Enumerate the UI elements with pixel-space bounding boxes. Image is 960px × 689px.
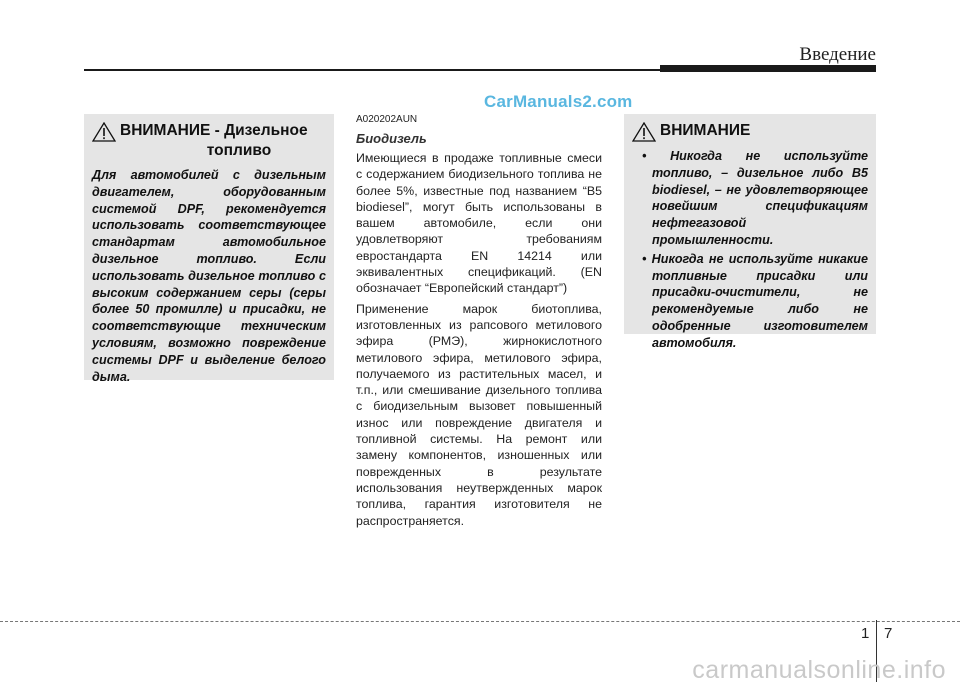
- biodiesel-title: Биодизель: [356, 131, 427, 146]
- diesel-warning-box: [84, 114, 334, 384]
- fuel-warning-title: ВНИМАНИЕ: [660, 122, 751, 139]
- watermark-bottom[interactable]: carmanualsonline.info: [692, 656, 946, 684]
- biodiesel-paragraph-1: Имеющиеся в продаже топливные смеси с содержанием биодизельного топлива не более 5%, известные под названием “B5 biodiesel”, могут быть использованы в вашем автомобиле, если они удовлетворяют требованиям евростандарта EN 14214 или эквивалентных спецификаций. (EN обозначает “Европейский стандарт”): [356, 151, 602, 296]
- fuel-warning-item: • Никогда не используйте никакие топливные присадки или присадки-очистители, не рекомендуемые либо не одобренные изготовителем автомобиля.: [642, 251, 868, 350]
- bottom-dashed-line: [0, 621, 960, 622]
- fuel-warning-box: [624, 114, 876, 350]
- biodiesel-section: [356, 114, 602, 529]
- header-rule-thick: [660, 65, 876, 72]
- diesel-warning-title: ВНИМАНИЕ - Дизельное: [120, 122, 308, 139]
- watermark-top[interactable]: CarManuals2.com: [484, 92, 633, 111]
- diesel-warning-body: Для автомобилей с дизельным двигателем, оборудованным системой DPF, рекомендуется использовать соответствующее стандартам автомобильное дизельное топливо. Если использовать дизельное топливо с высоким содержанием серы (серы более 50 промилле) и присадки, не соответствующие техническим условиям, возможно повреждение системы DPF и выделение белого дыма.: [92, 168, 326, 384]
- section-title: Введение: [799, 44, 876, 65]
- warning-triangle-icon: [632, 122, 656, 142]
- biodiesel-paragraph-2: Применение марок биотоплива, изготовленных из рапсового метилового эфира (РМЭ), жирнокислотного метилового эфира, метилового эфира, получаемого из растительных масел, и т.п., или смешивание дизельного топлива с биодизельным вызовет повышенный износ или повреждение двигателя и топливной системы. На ремонт или замену компонентов, изношенных или поврежденных в результате использования неутвержденных марок топлива, гарантия изготовителя не распространяется.: [356, 301, 602, 528]
- header-rule-thin: [84, 69, 660, 71]
- diesel-warning-title-line2: топливо: [206, 142, 272, 159]
- page-number: 7: [884, 625, 893, 642]
- chapter-number: 1: [861, 625, 870, 642]
- section-code: A020202AUN: [356, 114, 418, 125]
- fuel-warning-list: [632, 148, 868, 352]
- fuel-warning-header: [632, 122, 868, 142]
- warning-triangle-icon: [92, 122, 116, 142]
- fuel-warning-item: • Никогда не используйте топливо, – дизельное либо B5 biodiesel, – не удовлетворяющее новейшим спецификациям нефтегазовой промышленности.: [642, 149, 868, 247]
- diesel-warning-header: [92, 122, 326, 142]
